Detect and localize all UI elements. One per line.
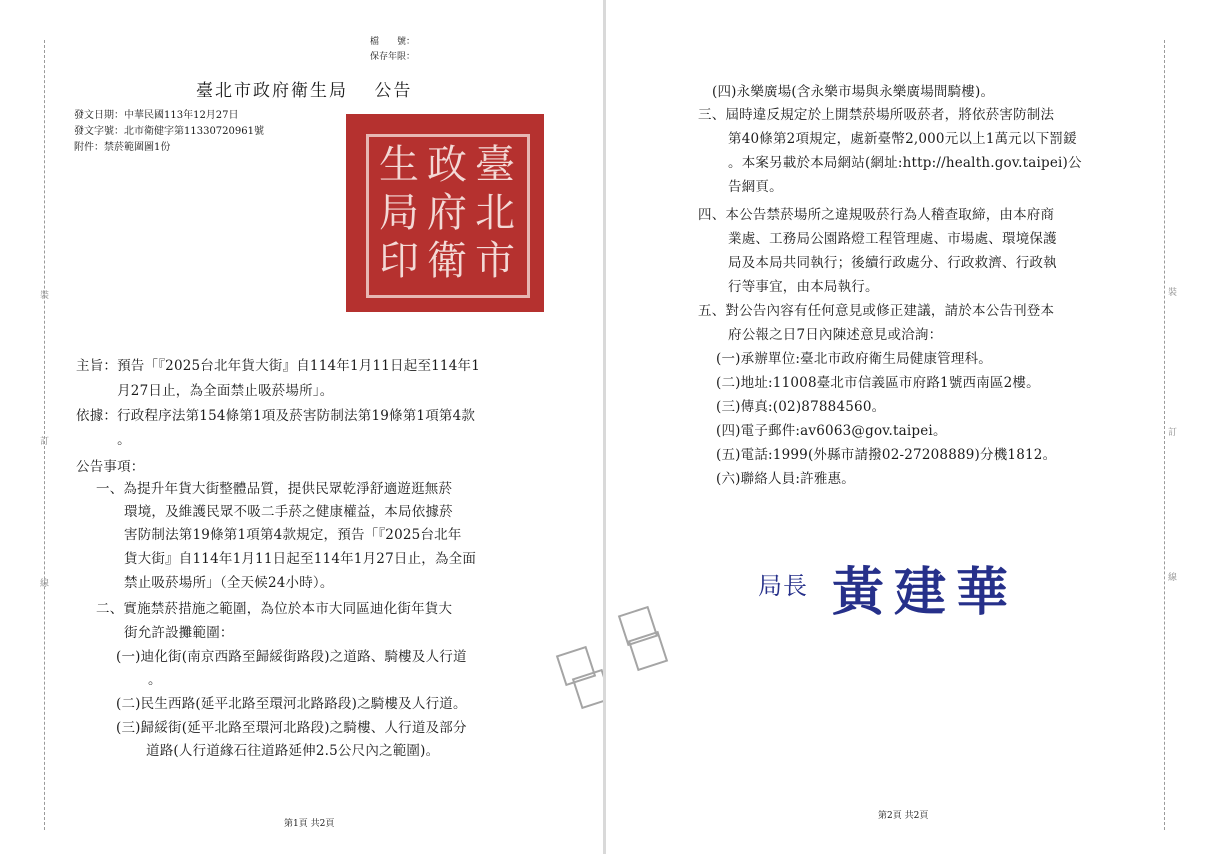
subject-line: 主旨：預告「『2025台北年貨大街』自114年1月11日起至114年1 xyxy=(76,358,480,374)
item-line: 街允許設攤範圍： xyxy=(124,625,234,641)
item-line: 四、本公告禁菸場所之違規吸菸行為人稽查取締，由本府商 xyxy=(698,207,1055,223)
notice-title: 臺北市政府衛生局 公告 xyxy=(196,81,413,101)
binding-mark: 裝 xyxy=(1168,288,1178,298)
binding-mark: 線 xyxy=(40,579,50,589)
item-line: 五、對公告內容有任何意見或修正建議，請於本公告刊登本 xyxy=(698,303,1055,319)
basis-line: 。 xyxy=(76,432,131,448)
binding-mark: 裝 xyxy=(40,291,50,301)
item-line: 局及本局共同執行；後續行政處分、行政救濟、行政執 xyxy=(728,255,1057,271)
item-line: 三、屆時違反規定於上開禁菸場所吸菸者，將依菸害防制法 xyxy=(698,107,1055,123)
retention-label: 保存年限： xyxy=(370,52,416,62)
sub-item-line: (一)迪化街(南京西路至歸綏街路段)之道路、騎樓及人行道 xyxy=(116,649,467,665)
item-line: 二、實施禁菸措施之範圍，為位於本市大同區迪化街年貨大 xyxy=(96,601,453,617)
item-line: 第40條第2項規定，處新臺幣2,000元以上1萬元以下罰鍰 xyxy=(728,131,1077,147)
contact-line: (一)承辦單位:臺北市政府衛生局健康管理科。 xyxy=(716,351,992,367)
item-line: 一、為提升年貨大街整體品質，提供民眾乾淨舒適遊逛無菸 xyxy=(96,481,453,497)
sub-item-line: 。 xyxy=(148,672,162,688)
document-number: 發文字號：北市衛健字第11330720961號 xyxy=(74,126,264,137)
item-line: (四)永樂廣場(含永樂市場與永樂廣場間騎樓)。 xyxy=(712,84,995,100)
file-number-label: 檔 號： xyxy=(370,37,416,47)
subject-line: 月27日止，為全面禁止吸菸場所」。 xyxy=(76,383,334,399)
signature-name: 黃建華 xyxy=(832,562,1019,623)
contact-line: (二)地址:11008臺北市信義區市府路1號西南區2樓。 xyxy=(716,375,1040,391)
binding-mark: 線 xyxy=(1168,573,1178,583)
page-footer: 第2頁 共2頁 xyxy=(878,811,929,821)
signature-title: 局長 xyxy=(758,572,808,600)
item-line: 府公報之日7日內陳述意見或洽詢： xyxy=(728,327,943,343)
page-footer: 第1頁 共2頁 xyxy=(284,819,335,829)
item-line: 禁止吸菸場所」（全天候24小時）。 xyxy=(124,575,334,591)
basis-line: 依據：行政程序法第154條第1項及菸害防制法第19條第1項第4款 xyxy=(76,408,476,424)
issue-date: 發文日期：中華民國113年12月27日 xyxy=(74,110,239,121)
binding-line xyxy=(1164,40,1165,830)
official-seal: 臺 北 市 政 府 衛 生 局 印 xyxy=(346,114,544,312)
attachment: 附件：禁菸範圍圖1份 xyxy=(74,142,171,153)
item-line: 貨大街』自114年1月11日起至114年1月27日止，為全面 xyxy=(124,551,477,567)
document-page-2 xyxy=(606,0,1208,854)
contact-line: (四)電子郵件:av6063@gov.taipei。 xyxy=(716,423,947,439)
binding-mark: 訂 xyxy=(1168,428,1178,438)
contact-line: (五)電話:1999(外縣市請撥02-27208889)分機1812。 xyxy=(716,447,1057,463)
item-line: 告網頁。 xyxy=(728,179,783,195)
sub-item-line: (三)歸綏街(延平北路至環河北路段)之騎樓、人行道及部分 xyxy=(116,720,467,736)
notice-heading: 公告事項： xyxy=(76,459,145,475)
contact-line: (六)聯絡人員:許雅惠。 xyxy=(716,471,855,487)
binding-mark: 訂 xyxy=(40,437,50,447)
item-line: 業處、工務局公園路燈工程管理處、市場處、環境保護 xyxy=(728,231,1057,247)
sub-item-line: (二)民生西路(延平北路至環河北路路段)之騎樓及人行道。 xyxy=(116,696,467,712)
item-line: 環境，及維護民眾不吸二手菸之健康權益，本局依據菸 xyxy=(124,504,453,520)
item-line: 。本案另載於本局網站(網址:http://health.gov.taipei)公 xyxy=(728,155,1082,171)
sub-item-line: 道路(人行道緣石往道路延伸2.5公尺內之範圍)。 xyxy=(146,743,440,759)
item-line: 害防制法第19條第1項第4款規定，預告「『2025台北年 xyxy=(124,527,462,543)
contact-line: (三)傳真:(02)87884560。 xyxy=(716,399,886,415)
item-line: 行等事宜，由本局執行。 xyxy=(728,279,879,295)
